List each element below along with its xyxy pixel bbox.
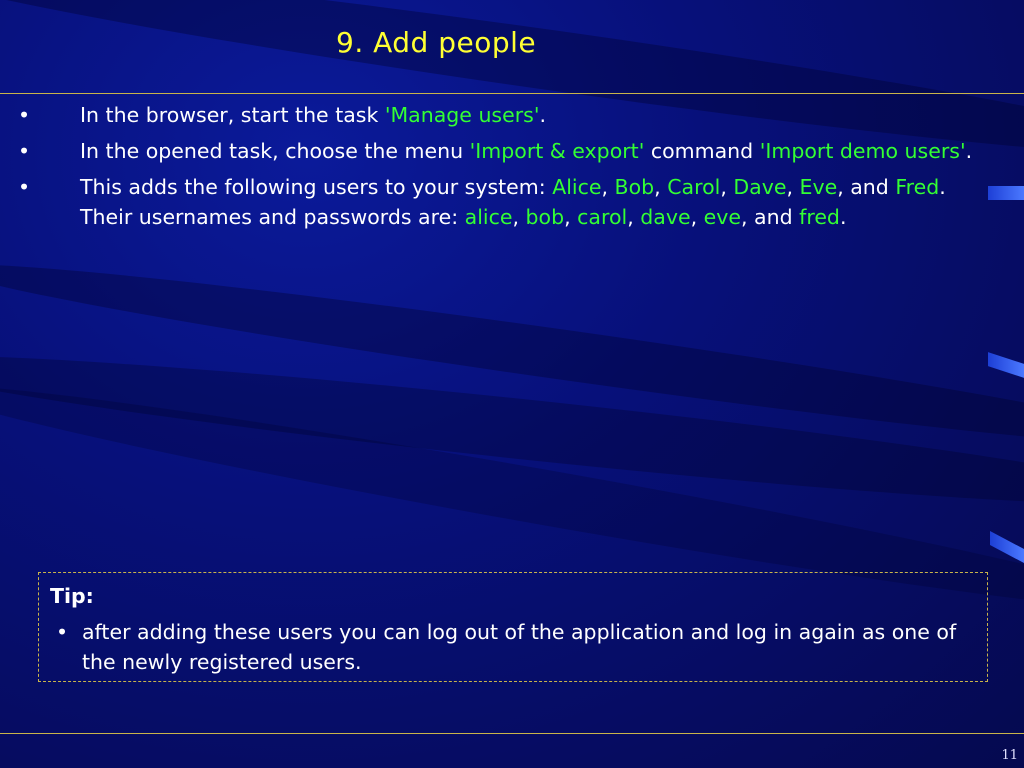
highlighted-term: 'Manage users' bbox=[384, 103, 540, 127]
bullet-dot: • bbox=[56, 620, 69, 644]
bullet-text bbox=[80, 103, 546, 127]
bullet-text-fragment: . bbox=[939, 175, 946, 199]
bullet-text-fragment: , bbox=[690, 205, 704, 229]
bullet-list bbox=[18, 100, 1018, 238]
decorative-edge-mark bbox=[988, 352, 1024, 378]
bullet-text-fragment: Their usernames and passwords are: bbox=[80, 205, 465, 229]
highlighted-term: eve bbox=[703, 205, 741, 229]
bullet-text-fragment: command bbox=[644, 139, 760, 163]
page-number: 11 bbox=[1001, 748, 1018, 763]
bullet-text bbox=[80, 139, 972, 163]
tip-item bbox=[50, 617, 982, 677]
bullet-text-fragment: In the opened task, choose the menu bbox=[80, 139, 470, 163]
slide-title: 9. Add people bbox=[336, 26, 537, 59]
highlighted-term: Carol bbox=[667, 175, 721, 199]
bullet-text-fragment: , bbox=[720, 175, 734, 199]
bullet-text-fragment: , bbox=[512, 205, 526, 229]
bullet-dot: • bbox=[18, 139, 31, 163]
bullet-text-fragment: In the browser, start the task bbox=[80, 103, 385, 127]
highlighted-term: Eve bbox=[799, 175, 838, 199]
footer-divider bbox=[0, 733, 1024, 734]
highlighted-term: Bob bbox=[614, 175, 655, 199]
bullet-text-fragment: . bbox=[839, 205, 847, 229]
bullet-text-fragment: , bbox=[786, 175, 800, 199]
bullet-text-fragment: , and bbox=[837, 175, 896, 199]
bullet-item bbox=[18, 172, 1018, 232]
bullet-text-fragment: , bbox=[564, 205, 578, 229]
highlighted-term: fred bbox=[799, 205, 840, 229]
tip-box bbox=[38, 572, 988, 682]
bullet-text-fragment: , bbox=[654, 175, 668, 199]
bullet-dot: • bbox=[18, 103, 31, 127]
bullet-text-fragment: This adds the following users to your system: bbox=[80, 175, 553, 199]
bullet-dot: • bbox=[18, 175, 31, 199]
bullet-text-fragment: . bbox=[539, 103, 547, 127]
bullet-text-fragment: , bbox=[627, 205, 641, 229]
bullet-text-fragment: , bbox=[601, 175, 615, 199]
tip-heading: Tip: bbox=[50, 584, 94, 608]
bullet-text-fragment: , and bbox=[741, 205, 800, 229]
highlighted-term: Dave bbox=[733, 175, 787, 199]
bullet-text bbox=[80, 175, 946, 229]
highlighted-term: carol bbox=[577, 205, 628, 229]
bullet-text-fragment: . bbox=[965, 139, 973, 163]
highlighted-term: Alice bbox=[552, 175, 602, 199]
title-divider bbox=[0, 93, 1024, 94]
highlighted-term: 'Import demo users' bbox=[759, 139, 966, 163]
highlighted-term: 'Import & export' bbox=[469, 139, 645, 163]
highlighted-term: Fred bbox=[895, 175, 940, 199]
highlighted-term: bob bbox=[525, 205, 565, 229]
highlighted-term: dave bbox=[640, 205, 691, 229]
highlighted-term: alice bbox=[464, 205, 513, 229]
bullet-item bbox=[18, 100, 1018, 130]
tip-text: after adding these users you can log out of the application and log in again as one of the newly registered users. bbox=[82, 620, 957, 674]
bullet-item bbox=[18, 136, 1018, 166]
